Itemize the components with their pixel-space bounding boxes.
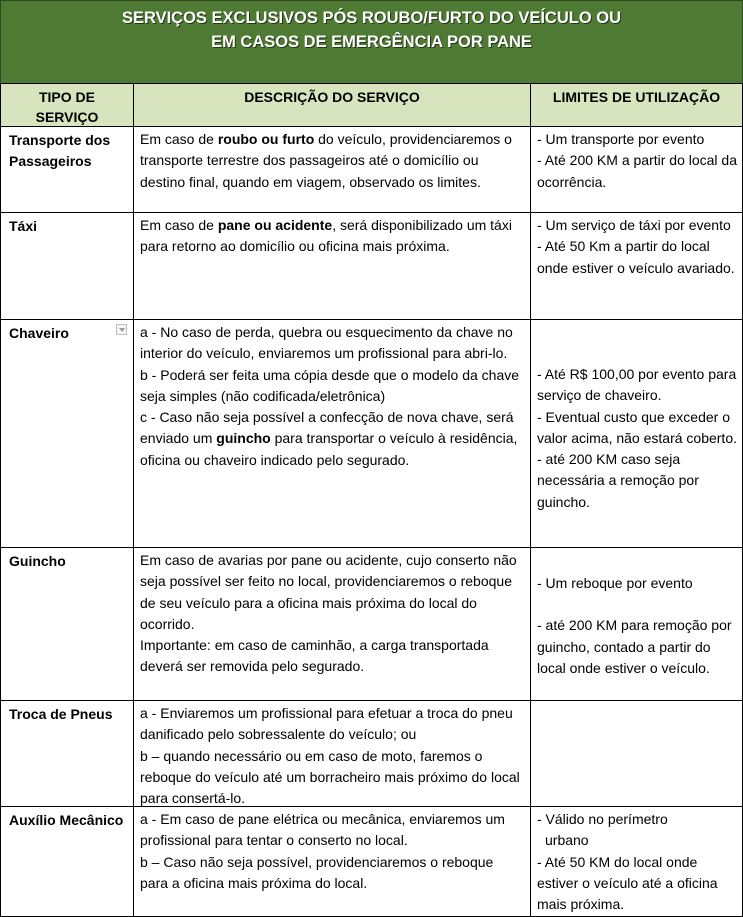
limit-item: - Um reboque por evento bbox=[537, 575, 693, 591]
text-run: c - Caso não seja possível a confecção de nova chave, será enviado um bbox=[140, 409, 514, 447]
row-guincho-limits bbox=[530, 547, 743, 701]
limit-item: - Válido no perímetro bbox=[537, 811, 668, 827]
row-taxi-description bbox=[133, 212, 531, 320]
header-limits bbox=[530, 83, 743, 127]
text-run: para transportar o veículo à residência, oficina ou chaveiro indicado pelo segurado. bbox=[140, 430, 518, 468]
description-important: Importante: em caso de caminhão, a carga transportada deverá ser removida pelo segurado. bbox=[140, 637, 489, 675]
limit-item: urbano bbox=[545, 832, 589, 849]
table-title-banner bbox=[0, 0, 743, 83]
limit-item: - Até R$ 100,00 por evento para serviço de chaveiro. bbox=[537, 366, 737, 404]
header-description-label: DESCRIÇÃO DO SERVIÇO bbox=[244, 89, 420, 105]
text-run: do veículo, providenciaremos o transporte terrestre dos passageiros até o domicílio ou destino final, quando em viagem, observado os limites. bbox=[140, 131, 512, 190]
text-run: Em caso de bbox=[140, 217, 218, 233]
row-taxi-type: Táxi bbox=[0, 212, 134, 320]
header-type-line-1: TIPO DE bbox=[38, 89, 95, 105]
row-transporte-type: Transporte dos Passageiros bbox=[0, 126, 134, 213]
limit-item: - Um serviço de táxi por evento bbox=[537, 217, 731, 233]
limit-item: - Um transporte por evento bbox=[537, 131, 705, 147]
description-item-c bbox=[140, 407, 525, 471]
title-line-1: SERVIÇOS EXCLUSIVOS PÓS ROUBO/FURTO DO VEÍCULO OU bbox=[121, 9, 622, 27]
bold-text: guincho bbox=[216, 430, 271, 447]
row-chaveiro-description bbox=[133, 319, 531, 548]
row-troca-pneus-limits bbox=[530, 700, 743, 807]
limit-item: - Até 200 KM a partir do local da ocorrência. bbox=[537, 152, 737, 190]
limit-item: - Até 50 Km a partir do local onde estiver o veículo avariado. bbox=[537, 238, 735, 276]
description-item-a: a - No caso de perda, quebra ou esquecimento da chave no interior do veículo, enviaremos um profissional para abri-lo. bbox=[140, 324, 513, 362]
row-chaveiro-type bbox=[0, 319, 134, 548]
limit-item: - até 200 KM para remoção por guincho, contado a partir do local onde estiver o veículo. bbox=[537, 617, 732, 676]
row-guincho-description bbox=[133, 547, 531, 701]
limit-item: - Eventual custo que exceder o valor acima, não estará coberto. bbox=[537, 408, 737, 446]
row-guincho-type: Guincho bbox=[0, 547, 134, 701]
filter-dropdown-icon[interactable] bbox=[116, 324, 127, 335]
row-chaveiro-limits bbox=[530, 319, 743, 548]
row-transporte-description bbox=[133, 126, 531, 213]
header-type-line-2: SERVIÇO bbox=[35, 109, 99, 125]
row-auxilio-description bbox=[133, 806, 531, 917]
description-item-a: a - Em caso de pane elétrica ou mecânica, enviaremos um profissional para tentar o conserto no local. bbox=[140, 811, 505, 849]
bold-text: pane ou acidente bbox=[217, 217, 333, 233]
row-auxilio-limits bbox=[530, 806, 743, 917]
header-limits-label: LIMITES DE UTILIZAÇÃO bbox=[552, 89, 721, 105]
description-item-b: b – Caso não seja possível, providenciaremos o reboque para a oficina mais próxima do local. bbox=[140, 853, 494, 891]
row-taxi-limits bbox=[530, 212, 743, 320]
text-run: , será disponibilizado um táxi para retorno ao domicílio ou oficina mais próxima. bbox=[140, 217, 512, 255]
header-description bbox=[133, 83, 531, 127]
text-run: Em caso de bbox=[140, 131, 218, 147]
row-troca-pneus-description bbox=[133, 700, 531, 807]
description-item-b: b - Poderá ser feita uma cópia desde que o modelo da chave seja simples (não codificada/eletrônica) bbox=[140, 366, 520, 404]
row-troca-pneus-type: Troca de Pneus bbox=[0, 700, 134, 807]
row-transporte-limits bbox=[530, 126, 743, 213]
description-item-a: a - Enviaremos um profissional para efetuar a troca do pneu danificado pelo sobressalente do veículo; ou bbox=[140, 705, 513, 743]
bold-text: roubo ou furto bbox=[217, 131, 315, 147]
description-item-b: b – quando necessário ou em caso de moto, faremos o reboque do veículo até um borracheiro mais próximo do local para consertá-lo. bbox=[140, 747, 520, 807]
header-type bbox=[0, 83, 134, 127]
row-chaveiro-label: Chaveiro bbox=[9, 325, 69, 341]
description-main: Em caso de avarias por pane ou acidente, cujo conserto não seja possível ser feito no local, providenciaremos o reboque de seu veículo para a oficina mais próxima do local do ocorrido. bbox=[140, 552, 517, 632]
limit-item: - até 200 KM caso seja necessária a remoção por guincho. bbox=[537, 451, 699, 510]
title-line-2: EM CASOS DE EMERGÊNCIA POR PANE bbox=[211, 33, 532, 51]
limit-item: - Até 50 KM do local onde estiver o veículo até a oficina mais próxima. bbox=[537, 853, 718, 913]
row-auxilio-type: Auxílio Mecânico bbox=[0, 806, 134, 917]
